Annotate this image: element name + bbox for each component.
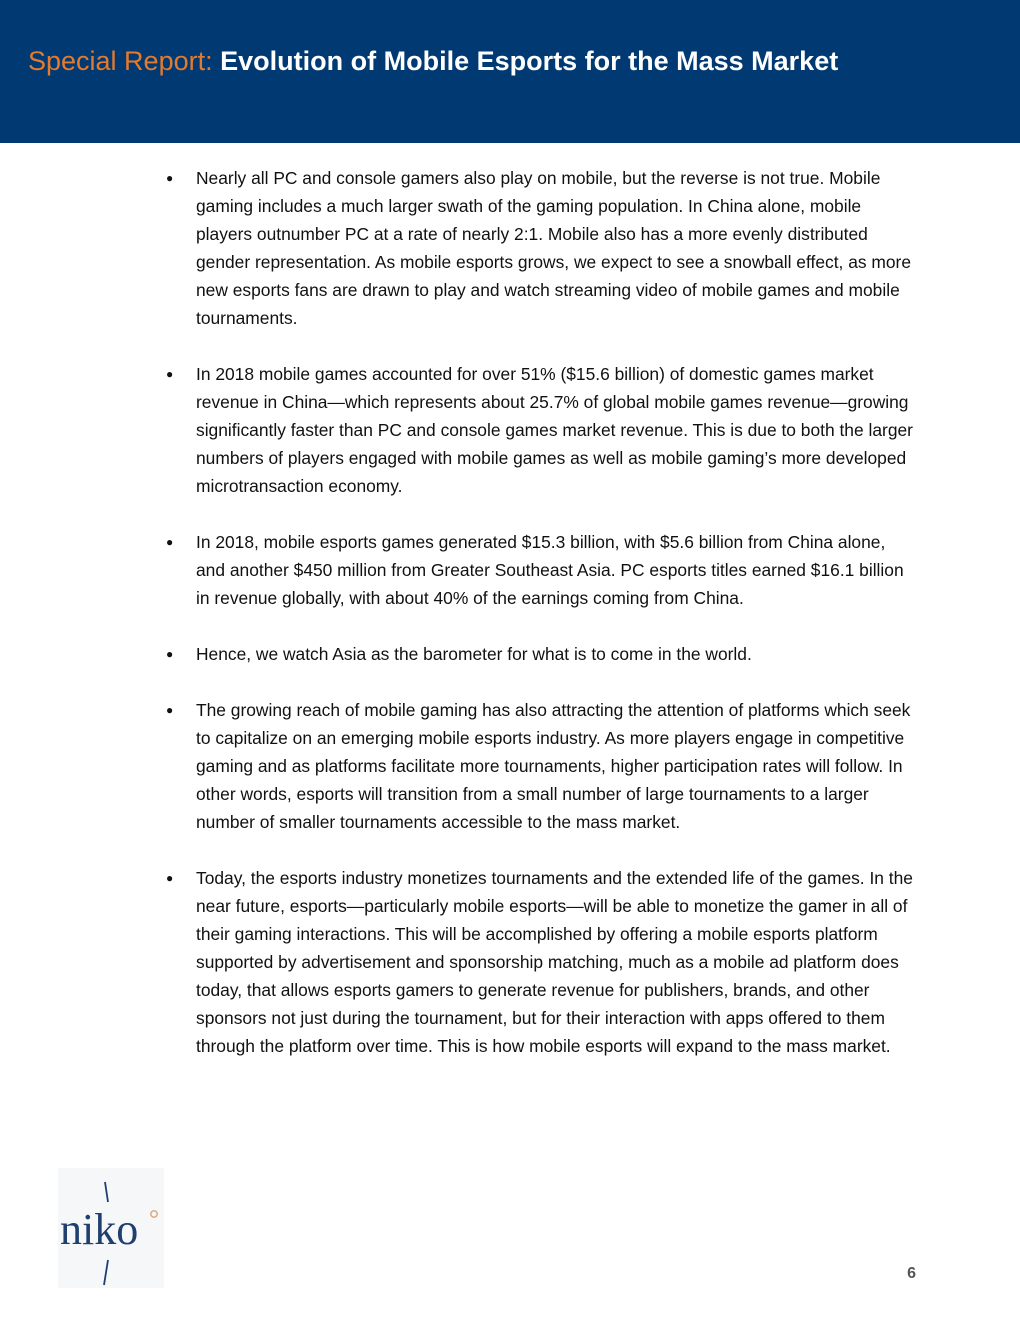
- title-main: Evolution of Mobile Esports for the Mass Market: [220, 46, 839, 76]
- bullet-text: In 2018 mobile games accounted for over 51% ($15.6 billion) of domestic games market revenue in China—which represents about 25.7% of global mobile games revenue—growing significantly faster than PC and console games market revenue. This is due to both the larger numbers of players engaged with mobile games as well as mobile gaming’s more developed microtransaction economy.: [196, 364, 913, 496]
- bullet-icon: ●: [166, 871, 174, 885]
- bullet-text: Hence, we watch Asia as the barometer for what is to come in the world.: [196, 644, 752, 664]
- bullet-list: [166, 164, 918, 1088]
- page-number: 6: [907, 1265, 916, 1282]
- bullet-text: In 2018, mobile esports games generated $15.3 billion, with $5.6 billion from China alone, and another $450 million from Greater Southeast Asia. PC esports titles earned $16.1 billion in revenue globally, with about 40% of the earnings coming from China.: [196, 532, 904, 608]
- bullet-text: The growing reach of mobile gaming has also attracting the attention of platforms which seek to capitalize on an emerging mobile esports industry. As more players engage in competitive gaming and as platforms facilitate more tournaments, higher participation rates will follow. In other words, esports will transition from a small number of large tournaments to a larger number of smaller tournaments accessible to the mass market.: [196, 700, 911, 832]
- logo-ring-icon: [151, 1211, 157, 1217]
- bullet-item: [166, 640, 918, 668]
- logo-wordmark: niko: [60, 1205, 139, 1254]
- bullet-text: Nearly all PC and console gamers also play on mobile, but the reverse is not true. Mobile gaming includes a much larger swath of the gaming population. In China alone, mobile players outnumber PC at a rate of nearly 2:1. Mobile also has a more evenly distributed gender representation. As mobile esports grows, we expect to see a snowball effect, as more new esports fans are drawn to play and watch streaming video of mobile games and mobile tournaments.: [196, 168, 912, 328]
- page-title: [28, 43, 838, 79]
- bullet-text: Today, the esports industry monetizes tournaments and the extended life of the games. In the near future, esports—particularly mobile esports—will be able to monetize the gamer in all of their gaming interactions. This will be accomplished by offering a mobile esports platform supported by advertisement and sponsorship matching, much as a mobile ad platform does today, that allows esports gamers to generate revenue for publishers, brands, and other sponsors not just during the tournament, but for their interaction with apps offered to them through the platform over time. This is how mobile esports will expand to the mass market.: [196, 868, 913, 1056]
- bullet-icon: ●: [166, 703, 174, 717]
- logo-lower-stroke: [104, 1260, 108, 1285]
- header-banner: [0, 0, 1020, 143]
- bullet-item: [166, 696, 918, 836]
- bullet-icon: ●: [166, 535, 174, 549]
- bullet-icon: ●: [166, 367, 174, 381]
- niko-logo-icon: [58, 1168, 164, 1288]
- bullet-item: [166, 164, 918, 332]
- bullet-item: [166, 864, 918, 1060]
- bullet-icon: ●: [166, 647, 174, 661]
- bullet-icon: ●: [166, 171, 174, 185]
- bullet-item: [166, 528, 918, 612]
- niko-logo-mark: [58, 1168, 164, 1288]
- title-prefix: Special Report:: [28, 46, 213, 76]
- bullet-item: [166, 360, 918, 500]
- logo-upper-stroke: [105, 1182, 108, 1202]
